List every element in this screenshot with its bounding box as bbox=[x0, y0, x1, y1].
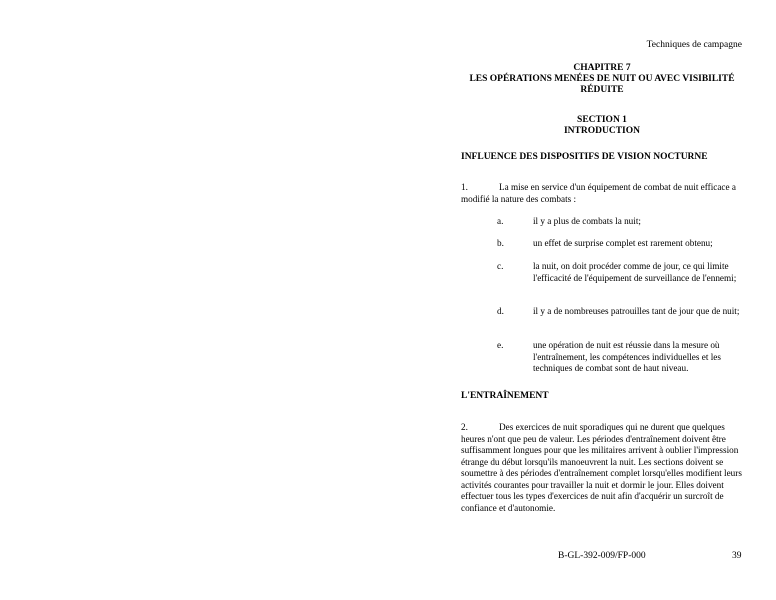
paragraph-1 bbox=[461, 182, 751, 205]
list-item bbox=[497, 306, 747, 318]
list-item-text: une opération de nuit est réussie dans la mesure où l'entraînement, les compétences individuelles et les techniques de combat sont de haut niveau. bbox=[533, 340, 721, 373]
list-item-letter: d. bbox=[497, 306, 504, 316]
chapter-title-line-1: LES OPÉRATIONS MENÉES DE NUIT OU AVEC VISIBILITÉ bbox=[469, 74, 735, 84]
section-title: INTRODUCTION bbox=[563, 126, 640, 136]
chapter-heading bbox=[458, 63, 746, 96]
paragraph-2 bbox=[461, 422, 751, 514]
document-code: B-GL-392-009/FP-000 bbox=[558, 551, 646, 561]
list-item bbox=[497, 238, 747, 250]
list-item-letter: a. bbox=[497, 216, 504, 226]
list-item-text: la nuit, on doit procéder comme de jour, ce qui limite l'efficacité de l'équipement de surveillance de l'ennemi; bbox=[533, 261, 737, 283]
running-header: Techniques de campagne bbox=[646, 40, 742, 50]
heading-training: L'ENTRAÎNEMENT bbox=[461, 391, 549, 401]
list-item bbox=[497, 340, 747, 375]
list-item bbox=[497, 216, 747, 228]
list-item-letter: c. bbox=[497, 261, 504, 271]
page-number: 39 bbox=[732, 551, 742, 561]
heading-night-vision-influence: INFLUENCE DES DISPOSITIFS DE VISION NOCTURNE bbox=[461, 152, 708, 162]
paragraph-number: 1. bbox=[461, 182, 468, 192]
list-item bbox=[497, 261, 747, 284]
paragraph-text: La mise en service d'un équipement de combat de nuit efficace a modifié la nature des combats : bbox=[461, 182, 736, 204]
section-heading bbox=[458, 115, 746, 137]
list-item-text: il y a plus de combats la nuit; bbox=[533, 216, 641, 226]
chapter-number: CHAPITRE 7 bbox=[573, 63, 631, 73]
list-item-letter: e. bbox=[497, 340, 504, 350]
list-item-text: il y a de nombreuses patrouilles tant de jour que de nuit; bbox=[533, 306, 740, 316]
list-item-text: un effet de surprise complet est rarement obtenu; bbox=[533, 238, 713, 248]
list-item-letter: b. bbox=[497, 238, 504, 248]
chapter-title-line-2: RÉDUITE bbox=[580, 85, 624, 95]
paragraph-number: 2. bbox=[461, 422, 468, 432]
section-number: SECTION 1 bbox=[577, 115, 627, 125]
paragraph-text: Des exercices de nuit sporadiques qui ne durent que quelques heures n'ont que peu de valeur. Les périodes d'entraînement doivent être suffisamment longues pour que les militaires arrivent à oublier l'impression étrange du début lorsqu'ils manoeuvrent la nuit. Les sections doivent se soumettre à des périodes d'entraînement complet lorsqu'elles modifient leurs activités courantes pour travailler la nuit et dormir le jour. Elles doivent effectuer tous les types d'exercices de nuit afin d'acquérir un surcroît de confiance et d'autonomie. bbox=[461, 422, 742, 513]
